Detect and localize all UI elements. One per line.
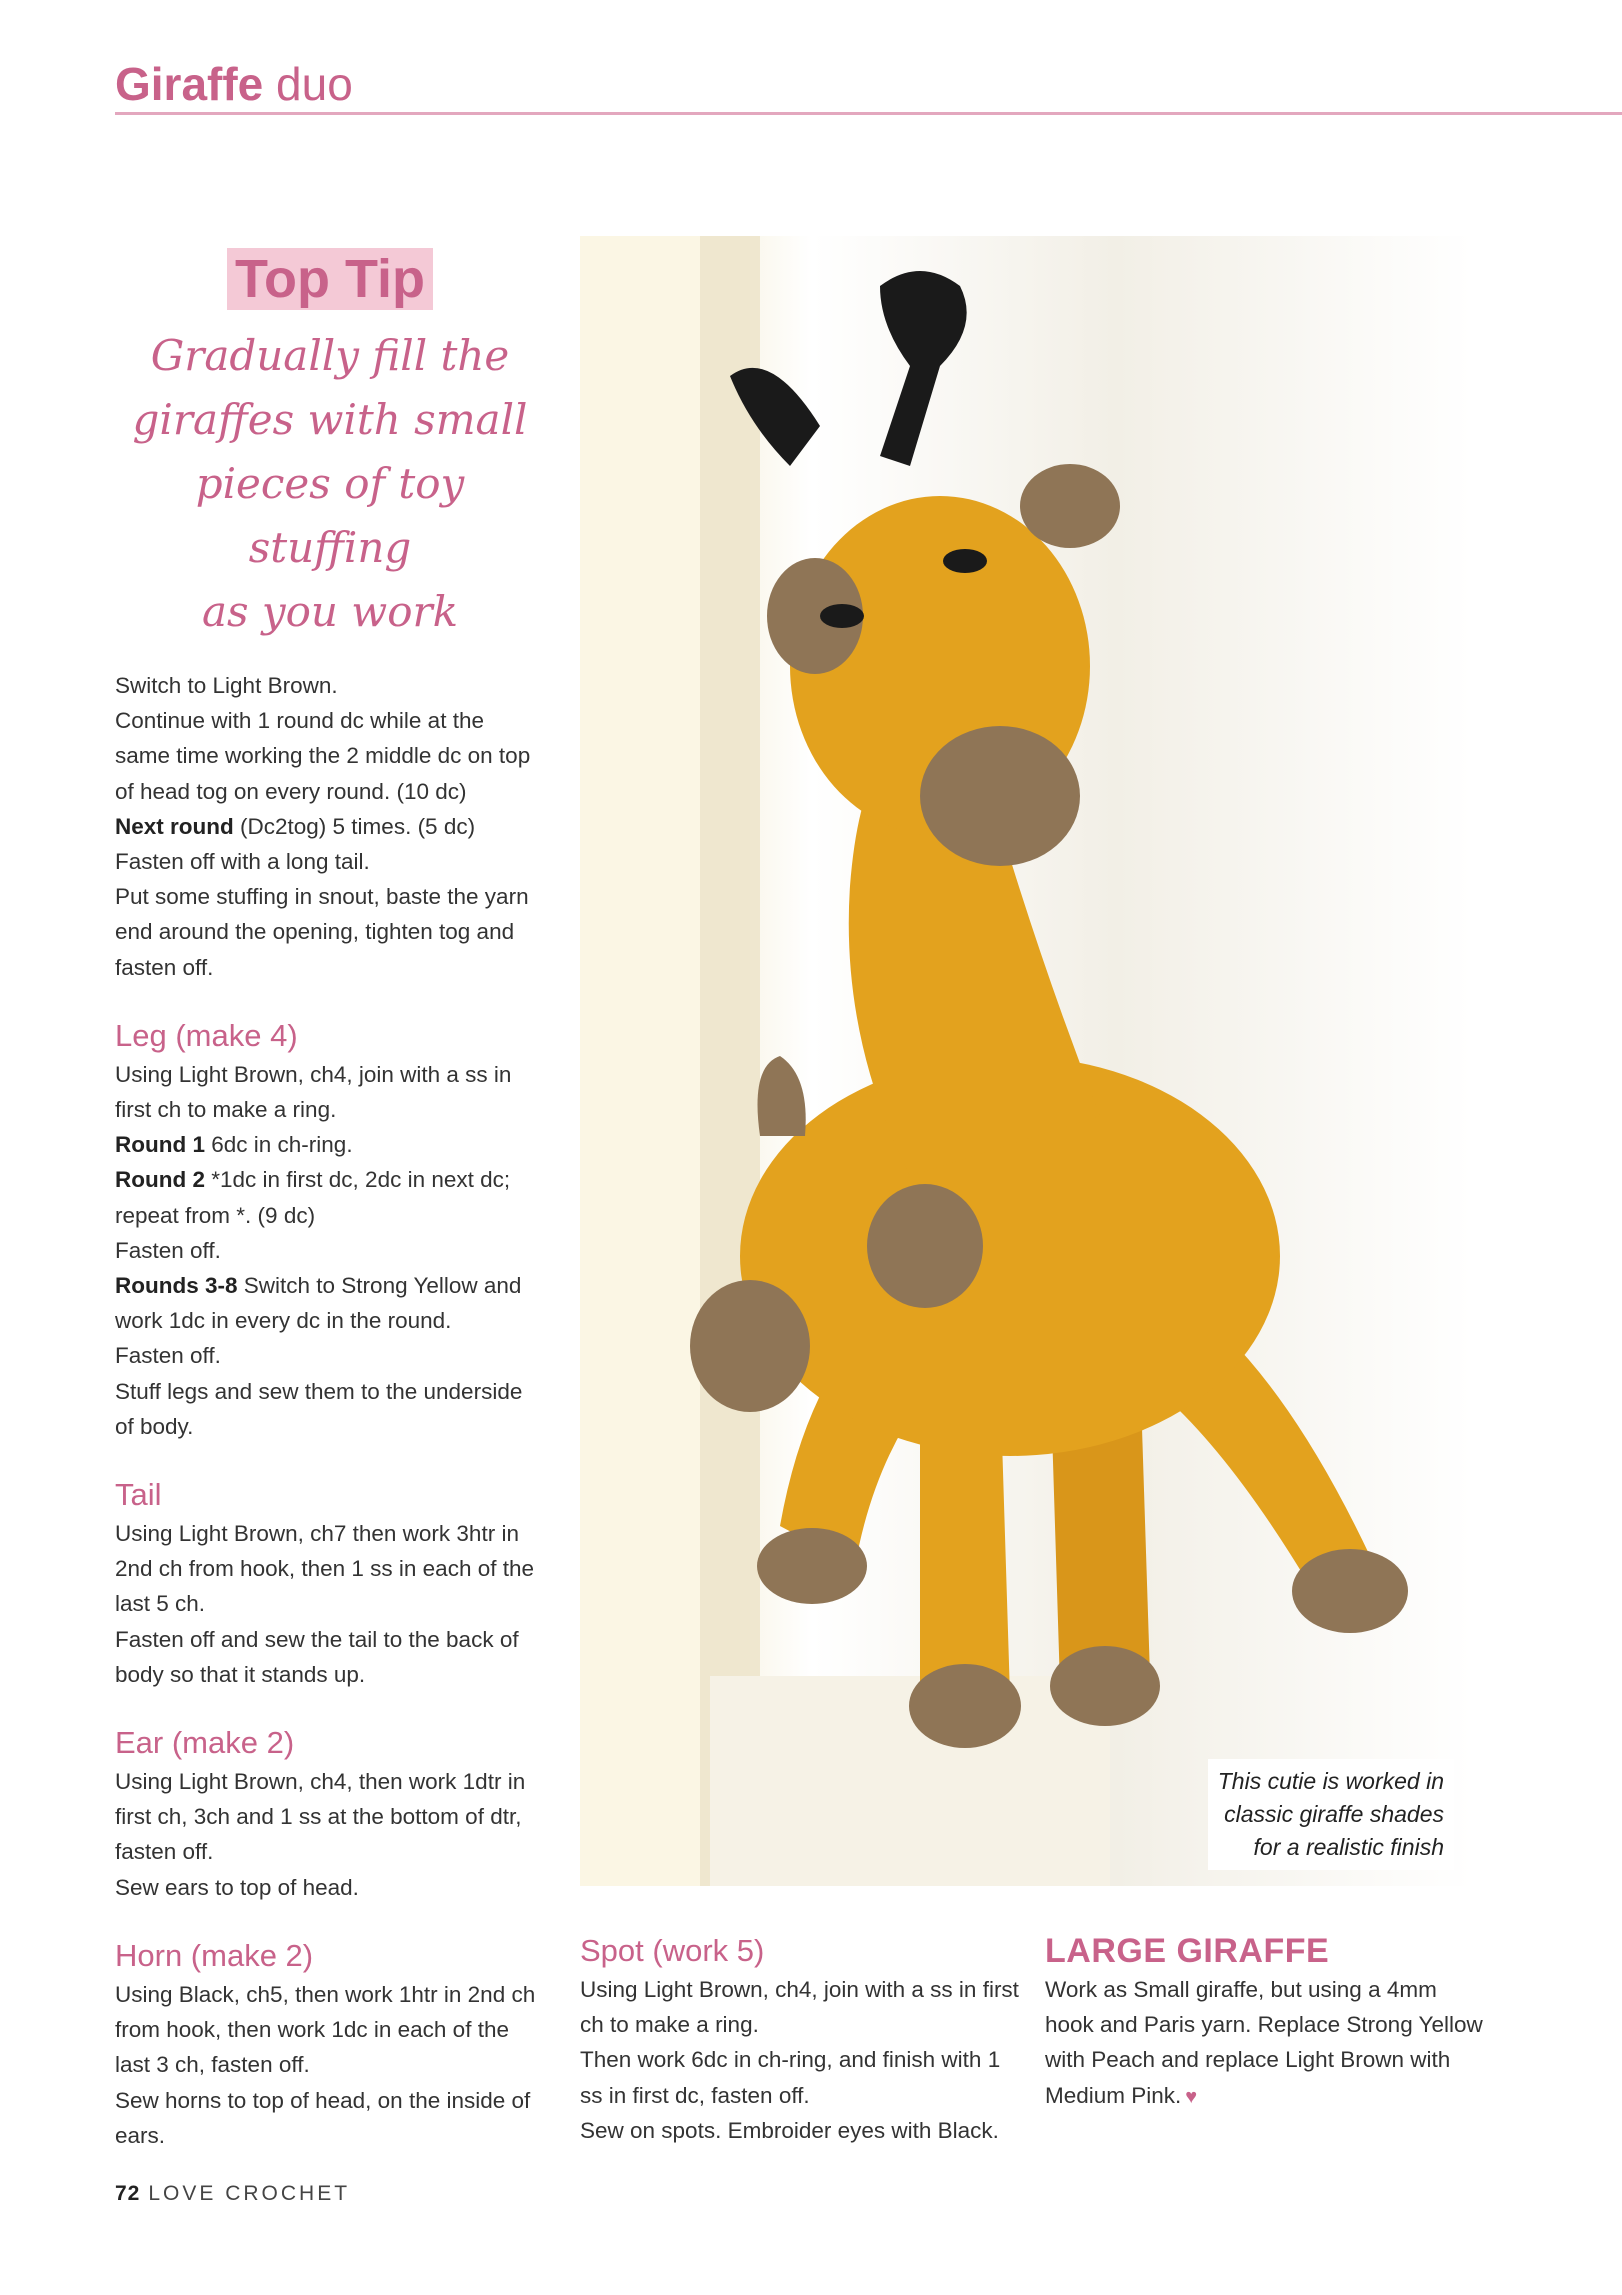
caption-line: classic giraffe shades (1224, 1801, 1444, 1827)
spot-line: Sew on spots. Embroider eyes with Black. (580, 2117, 999, 2143)
horn-heading: Horn (make 2) (115, 1937, 314, 1973)
heart-icon: ♥ (1185, 2085, 1198, 2108)
title-light: duo (276, 58, 353, 110)
leg-line: Round 2 *1dc in first dc, 2dc in next dc; repeat from *. (9 dc) (115, 1167, 511, 1228)
tail-line: Fasten off and sew the tail to the back of body so that it stands up. (115, 1626, 519, 1687)
top-tip-title: Top Tip (227, 248, 433, 310)
eye (943, 549, 987, 573)
intro-line: Switch to Light Brown. (115, 673, 338, 698)
window-frame-shadow (700, 236, 760, 1886)
tail-heading: Tail (115, 1477, 162, 1513)
horn-line: Using Black, ch5, then work 1htr in 2nd ch from hook, then work 1dc in each of the last 3 ch, fasten off. (115, 1981, 536, 2078)
large-giraffe-heading: LARGE GIRAFFE (1045, 1932, 1330, 1970)
tail-line: Using Light Brown, ch7 then work 3htr in 2nd ch from hook, then 1 ss in each of the last 5 ch. (115, 1521, 535, 1617)
caption-line: for a realistic finish (1253, 1834, 1444, 1860)
intro-line: Put some stuffing in snout, baste the yarn end around the opening, tighten tog and fasten off. (115, 884, 529, 980)
leg-line: Fasten off. (115, 1343, 221, 1369)
top-tip-line: as you work (201, 587, 459, 636)
body-spot (867, 1184, 983, 1308)
ear-line: Sew ears to top of head. (115, 1874, 359, 1900)
horn (880, 271, 967, 466)
ear (1020, 464, 1120, 548)
column-right (1045, 1930, 1485, 2115)
large-giraffe-text: Work as Small giraffe, but using a 4mm hook and Paris yarn. Replace Strong Yellow with Peach and replace Light Brown with Medium Pink. ♥ (1045, 1972, 1485, 2115)
leg-line: Rounds 3-8 Switch to Strong Yellow and work 1dc in every dc in the round. (115, 1273, 522, 1334)
page-header (115, 52, 1622, 122)
column-middle (580, 1930, 1020, 2148)
intro-line: Continue with 1 round dc while at the same time working the 2 middle dc on top of head tog on every round. (10 dc) (115, 708, 531, 804)
giraffe-photo (580, 236, 1472, 1886)
horn-line: Sew horns to top of head, on the inside of ears. (115, 2087, 531, 2148)
magazine-name: LOVE CROCHET (148, 2182, 351, 2205)
page-number: 72 (115, 2182, 141, 2205)
leg-line: Round 1 6dc in ch-ring. (115, 1132, 353, 1158)
intro-line: Fasten off with a long tail. (115, 849, 370, 875)
spot-line: Using Light Brown, ch4, join with a ss in first ch to make a ring. (580, 1977, 1019, 2038)
caption-line: This cutie is worked in (1217, 1768, 1444, 1794)
top-tip-line: pieces of toy stuffing (195, 459, 465, 572)
spot-line: Then work 6dc in ch-ring, and finish with 1 ss in first dc, fasten off. (580, 2047, 1001, 2108)
body-spot (690, 1280, 810, 1412)
tail (758, 1056, 806, 1136)
snout (920, 726, 1080, 866)
leg-heading: Leg (make 4) (115, 1017, 298, 1053)
spot-heading: Spot (work 5) (580, 1933, 765, 1968)
top-tip-box (110, 248, 550, 644)
top-tip-line: Gradually fill the (150, 331, 510, 380)
top-tip-line: giraffes with small (132, 395, 528, 444)
page-footer (115, 2182, 350, 2206)
title-bold: Giraffe (115, 58, 264, 110)
leg-line: Fasten off. (115, 1237, 221, 1263)
leg-line: Stuff legs and sew them to the underside of body. (115, 1378, 523, 1439)
eye (820, 604, 864, 628)
giraffe-illustration (580, 236, 1472, 1886)
column-left (115, 668, 545, 2153)
photo-caption (1208, 1759, 1454, 1870)
ear-line: Using Light Brown, ch4, then work 1dtr in first ch, 3ch and 1 ss at the bottom of dtr, fasten off. (115, 1769, 526, 1865)
ear-heading: Ear (make 2) (115, 1725, 295, 1761)
window-frame (580, 236, 700, 1886)
top-tip-text (110, 324, 550, 644)
header-rule (115, 112, 1622, 115)
intro-line: Next round (Dc2tog) 5 times. (5 dc) (115, 813, 476, 839)
page-title (115, 52, 1622, 116)
leg-line: Using Light Brown, ch4, join with a ss in first ch to make a ring. (115, 1061, 512, 1123)
